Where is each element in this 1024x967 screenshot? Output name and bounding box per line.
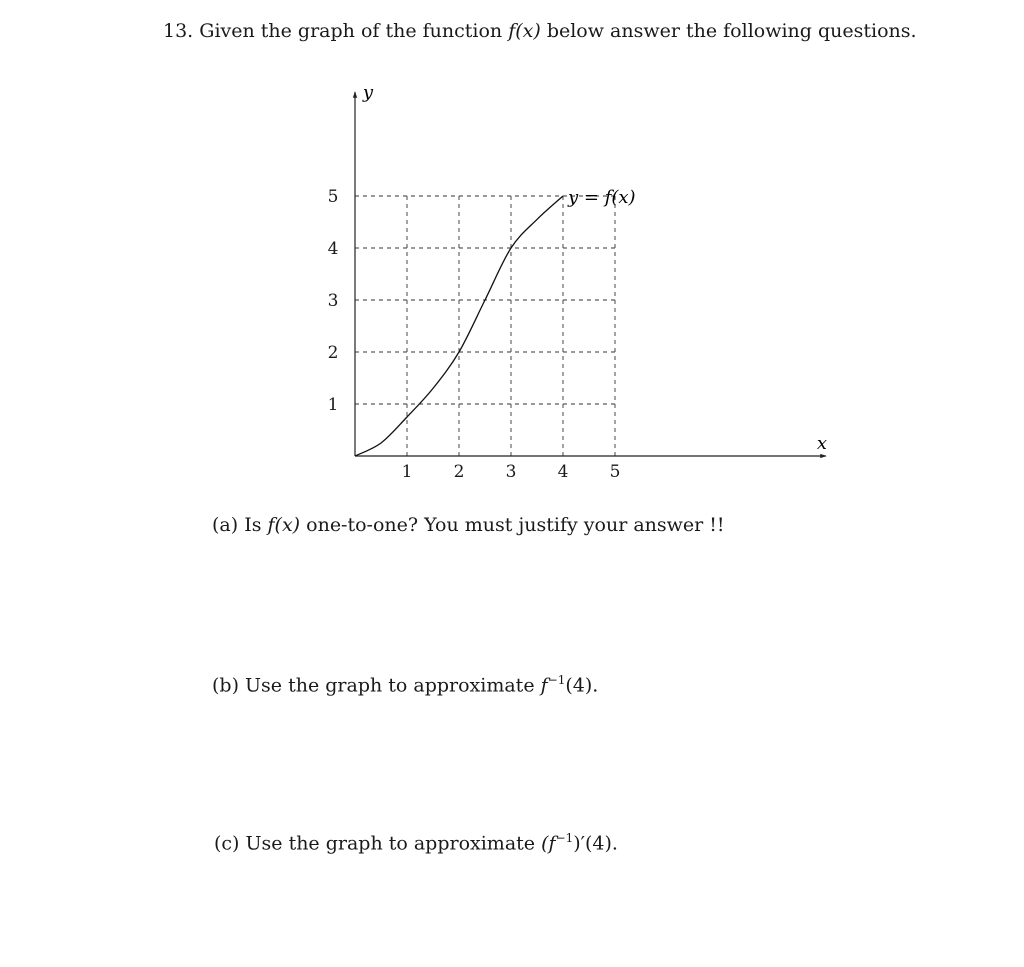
part-a-text-before: Is [244, 514, 262, 536]
part-a-label: (a) [212, 514, 239, 536]
question-number: 13. [163, 20, 194, 42]
y-tick-label-2: 2 [327, 343, 339, 363]
part-a-function: f(x) [267, 514, 301, 536]
question-suffix: below answer the following questions. [546, 20, 917, 42]
y-tick-label-3: 3 [327, 291, 339, 311]
part-c [214, 831, 618, 854]
question-prefix: Given the graph of the function [199, 20, 503, 42]
part-b [212, 673, 598, 696]
y-tick-label-1: 1 [327, 395, 339, 415]
grid-lines [355, 196, 615, 456]
x-tick-label-4: 4 [557, 462, 569, 482]
part-b-expr-base: f [540, 674, 548, 697]
part-b-expr-arg: (4). [565, 674, 599, 697]
part-a [212, 514, 725, 536]
part-b-expr-sup: −1 [547, 673, 566, 687]
x-tick-label-2: 2 [453, 462, 465, 482]
part-b-label: (b) [212, 674, 239, 697]
part-c-expr-sup: −1 [555, 831, 574, 845]
part-a-text-after: one-to-one? You must justify your answer !! [306, 514, 725, 536]
part-b-text: Use the graph to approximate [245, 674, 535, 697]
y-axis-label: y [362, 82, 374, 103]
axis-ticks [328, 187, 621, 482]
part-c-expr-open: (f [541, 832, 556, 855]
part-c-text: Use the graph to approximate [245, 832, 536, 855]
part-c-expr-close: )′(4). [573, 832, 618, 855]
question-function: f(x) [508, 20, 541, 42]
x-axis-label: x [816, 433, 828, 454]
x-tick-label-1: 1 [401, 462, 413, 482]
x-tick-label-3: 3 [505, 462, 517, 482]
y-tick-label-5: 5 [327, 187, 339, 207]
curve-label: y = f(x) [568, 187, 636, 208]
y-tick-label-4: 4 [327, 239, 339, 259]
part-c-label: (c) [214, 832, 240, 855]
x-tick-label-5: 5 [609, 462, 621, 482]
